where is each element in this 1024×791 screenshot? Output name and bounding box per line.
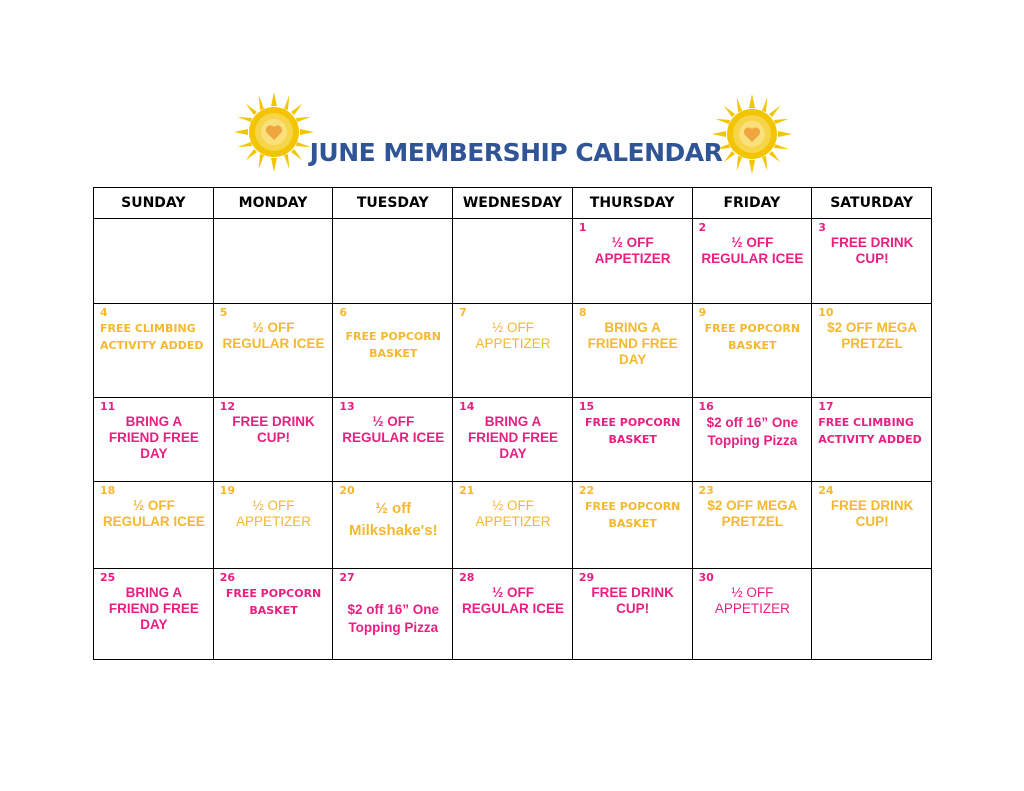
day-cell bbox=[692, 304, 812, 398]
day-number: 25 bbox=[100, 571, 116, 584]
weekday-header: FRIDAY bbox=[692, 188, 812, 219]
day-event: ½ off Milkshake's! bbox=[348, 500, 438, 539]
day-number: 29 bbox=[578, 571, 595, 584]
day-number: 3 bbox=[818, 221, 826, 234]
day-number: 11 bbox=[100, 400, 116, 413]
day-number: 21 bbox=[459, 484, 475, 497]
day-cell bbox=[572, 398, 692, 482]
day-number: 10 bbox=[818, 306, 834, 319]
weekday-header: SATURDAY bbox=[812, 188, 932, 219]
day-number: 14 bbox=[459, 400, 475, 413]
week-row bbox=[94, 304, 932, 398]
day-cell bbox=[333, 569, 453, 660]
day-event: BRING A FRIEND FREE DAY bbox=[587, 320, 678, 367]
day-event: FREE POPCORN BASKET bbox=[704, 322, 801, 352]
day-cell bbox=[453, 304, 573, 398]
day-event: BRING A FRIEND FREE DAY bbox=[467, 414, 558, 461]
day-event: ½ OFF APPETIZER bbox=[236, 498, 312, 529]
day-cell bbox=[213, 569, 333, 660]
day-event: $2 OFF MEGA PRETZEL bbox=[707, 498, 798, 529]
week-row bbox=[94, 398, 932, 482]
week-row bbox=[94, 219, 932, 304]
day-number: 30 bbox=[698, 571, 714, 584]
calendar-grid bbox=[93, 187, 932, 660]
day-cell bbox=[333, 398, 453, 482]
day-number: 1 bbox=[578, 221, 587, 234]
day-cell bbox=[692, 569, 812, 660]
day-cell bbox=[333, 304, 453, 398]
day-number: 26 bbox=[219, 571, 236, 584]
day-cell bbox=[94, 398, 214, 482]
day-number: 27 bbox=[339, 571, 355, 584]
day-number: 17 bbox=[818, 400, 834, 413]
day-event: BRING A FRIEND FREE DAY bbox=[108, 585, 199, 632]
day-cell-empty bbox=[94, 219, 214, 304]
day-event: FREE POPCORN BASKET bbox=[584, 500, 681, 530]
day-number: 24 bbox=[818, 484, 834, 497]
day-number: 9 bbox=[698, 306, 707, 319]
day-event: ½ OFF REGULAR ICEE bbox=[461, 585, 564, 616]
day-cell bbox=[94, 482, 214, 569]
day-event: ½ OFF REGULAR ICEE bbox=[701, 235, 804, 266]
day-cell-empty bbox=[213, 219, 333, 304]
day-cell bbox=[692, 219, 812, 304]
day-cell bbox=[94, 569, 214, 660]
day-event: FREE POPCORN BASKET bbox=[225, 587, 322, 617]
day-event: ½ OFF APPETIZER bbox=[594, 235, 671, 266]
day-number: 7 bbox=[459, 306, 467, 319]
day-number: 8 bbox=[578, 306, 587, 319]
day-event: FREE CLIMBING ACTIVITY ADDED bbox=[100, 322, 204, 352]
day-cell bbox=[812, 304, 932, 398]
day-event: ½ OFF APPETIZER bbox=[714, 585, 790, 616]
day-cell bbox=[333, 482, 453, 569]
day-cell bbox=[812, 482, 932, 569]
day-cell bbox=[453, 482, 573, 569]
day-cell bbox=[812, 219, 932, 304]
day-number: 22 bbox=[578, 484, 595, 497]
day-cell-empty bbox=[333, 219, 453, 304]
day-event: ½ OFF APPETIZER bbox=[475, 498, 551, 529]
day-event: FREE POPCORN BASKET bbox=[584, 416, 681, 446]
day-event: FREE DRINK CUP! bbox=[591, 585, 674, 616]
day-event: ½ OFF REGULAR ICEE bbox=[342, 414, 445, 445]
weekday-header: MONDAY bbox=[213, 188, 333, 219]
weekday-header: SUNDAY bbox=[94, 188, 214, 219]
day-number: 20 bbox=[339, 484, 355, 497]
day-cell bbox=[812, 398, 932, 482]
day-cell bbox=[692, 398, 812, 482]
day-event: ½ OFF REGULAR ICEE bbox=[102, 498, 205, 529]
weekday-header: TUESDAY bbox=[333, 188, 453, 219]
week-row bbox=[94, 569, 932, 660]
day-cell bbox=[572, 482, 692, 569]
day-cell-empty bbox=[453, 219, 573, 304]
day-number: 13 bbox=[339, 400, 355, 413]
day-event: $2 off 16” One Topping Pizza bbox=[347, 602, 440, 635]
day-cell bbox=[213, 398, 333, 482]
day-cell bbox=[572, 569, 692, 660]
day-number: 6 bbox=[339, 306, 348, 319]
day-number: 19 bbox=[219, 484, 236, 497]
day-number: 12 bbox=[219, 400, 236, 413]
day-event: ½ OFF REGULAR ICEE bbox=[222, 320, 325, 351]
day-event: ½ OFF APPETIZER bbox=[475, 320, 551, 351]
day-event: FREE POPCORN BASKET bbox=[345, 330, 441, 360]
day-number: 16 bbox=[698, 400, 714, 413]
day-event: FREE DRINK CUP! bbox=[232, 414, 315, 445]
weekday-header: WEDNESDAY bbox=[453, 188, 573, 219]
day-cell bbox=[692, 482, 812, 569]
day-event: BRING A FRIEND FREE DAY bbox=[108, 414, 199, 461]
day-number: 4 bbox=[100, 306, 108, 319]
day-event: FREE DRINK CUP! bbox=[830, 235, 914, 266]
day-cell bbox=[94, 304, 214, 398]
day-cell bbox=[213, 304, 333, 398]
day-number: 23 bbox=[698, 484, 714, 497]
day-cell bbox=[213, 482, 333, 569]
day-event: FREE DRINK CUP! bbox=[830, 498, 914, 529]
week-row bbox=[94, 482, 932, 569]
day-cell bbox=[453, 569, 573, 660]
day-event: $2 OFF MEGA PRETZEL bbox=[827, 320, 918, 351]
day-cell bbox=[572, 219, 692, 304]
day-event: FREE CLIMBING ACTIVITY ADDED bbox=[818, 416, 922, 446]
day-number: 18 bbox=[100, 484, 116, 497]
weekday-header-row bbox=[94, 188, 932, 219]
day-number: 2 bbox=[698, 221, 707, 234]
day-number: 15 bbox=[578, 400, 595, 413]
day-number: 28 bbox=[459, 571, 475, 584]
day-cell-empty bbox=[812, 569, 932, 660]
day-cell bbox=[572, 304, 692, 398]
day-cell bbox=[453, 398, 573, 482]
weekday-header: THURSDAY bbox=[572, 188, 692, 219]
day-number: 5 bbox=[219, 306, 228, 319]
day-event: $2 off 16” One Topping Pizza bbox=[706, 415, 799, 448]
page-title: JUNE MEMBERSHIP CALENDAR bbox=[309, 138, 723, 167]
